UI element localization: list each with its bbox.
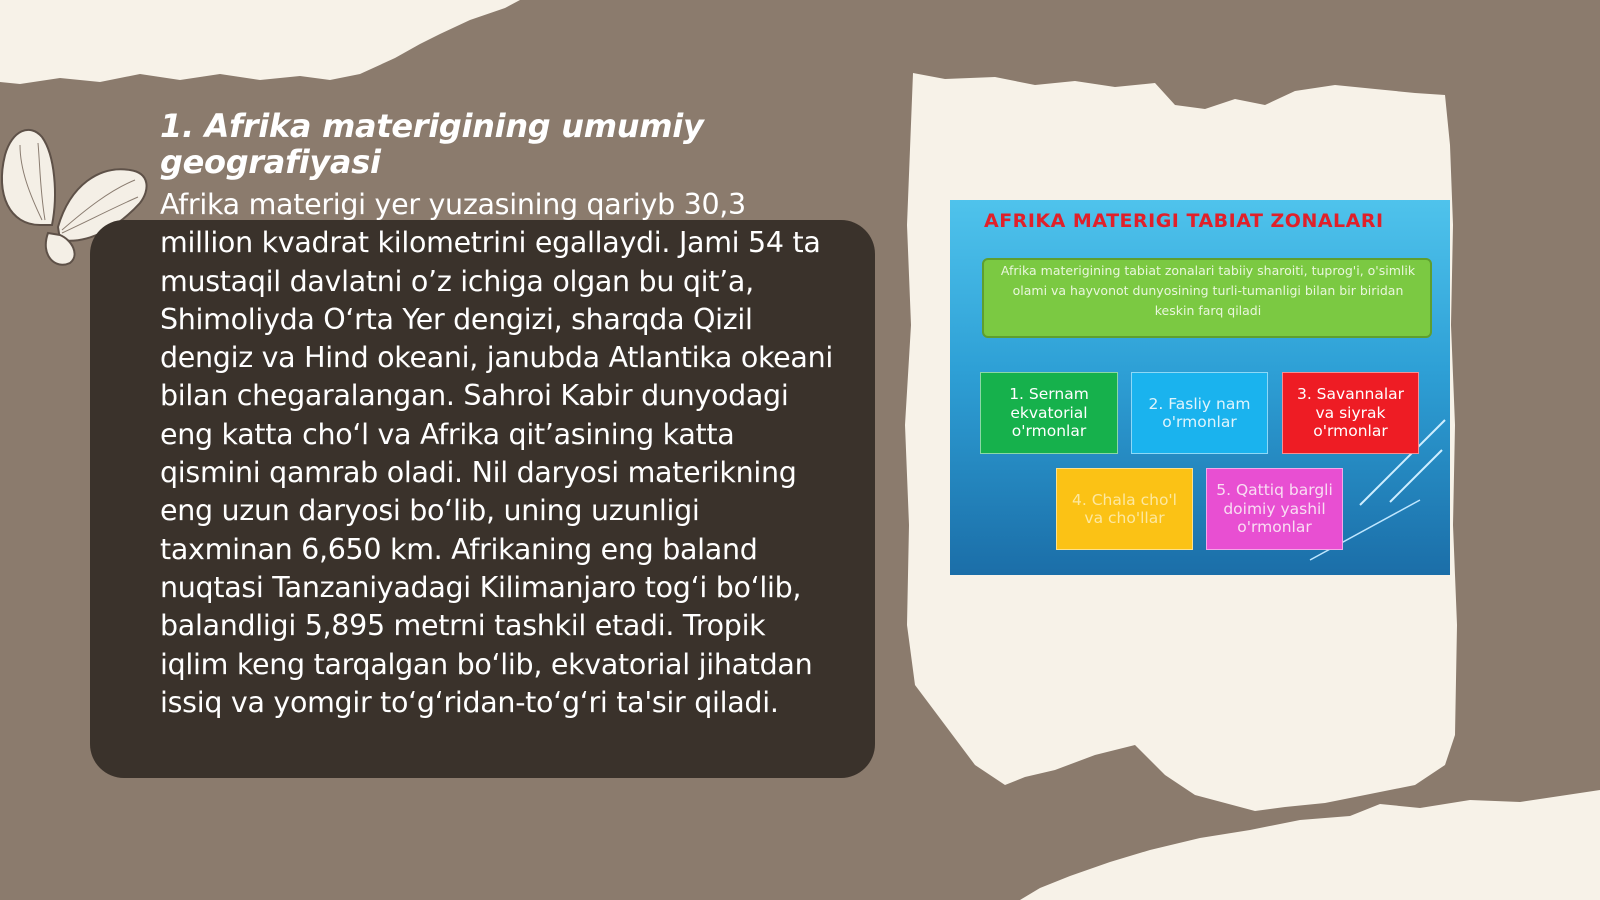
zone-box-2: 2. Fasliy nam o'rmonlar <box>1131 372 1268 454</box>
nature-zones-picture <box>950 200 1450 575</box>
zone-box-4: 4. Chala cho'l va cho'llar <box>1056 468 1193 550</box>
slide-body-text: Afrika materigi yer yuzasining qariyb 30,3 million kvadrat kilometrini egallaydi. Jami 54 ta mustaqil davlatni o’z ichiga olgan bu qit’a, Shimoliyda O‘rta Yer dengizi, sharqda Qizil dengiz va Hind okeani, janubda Atlantika okeani bilan chegaralangan. Sahroi Kabir dunyodagi eng katta cho‘l va Afrika qit’asining katta qismini qamrab oladi. Nil daryosi materikning eng uzun daryosi bo‘lib, uning uzunligi taxminan 6,650 km. Afrikaning eng baland nuqtasi Tanzaniyadagi Kilimanjaro tog‘i bo‘lib, balandligi 5,895 metrni tashkil etadi. Tropik iqlim keng tarqalgan bo‘lib, ekvatorial jihatdan issiq va yomgir to‘g‘ridan-to‘g‘ri ta'sir qiladi. <box>160 188 833 719</box>
zone-box-3: 3. Savannalar va siyrak o'rmonlar <box>1282 372 1419 454</box>
slide-title: 1. Afrika materigining umumiy geografiyasi <box>160 107 704 181</box>
zone-box-1: 1. Sernam ekvatorial o'rmonlar <box>980 372 1118 454</box>
scroll-text: Afrika materigining tabiat zonalari tabiiy sharoiti, tuprog'i, o'simlik olami va hayvonot dunyosining turli-tumanligi bilan bir biridan keskin farq qiladi <box>1000 263 1416 318</box>
scroll-banner <box>982 258 1432 338</box>
torn-paper-top <box>0 0 560 95</box>
zone-box-5: 5. Qattiq bargli doimiy yashil o'rmonlar <box>1206 468 1343 550</box>
picture-title: AFRIKA MATERIGI TABIAT ZONALARI <box>984 210 1384 232</box>
